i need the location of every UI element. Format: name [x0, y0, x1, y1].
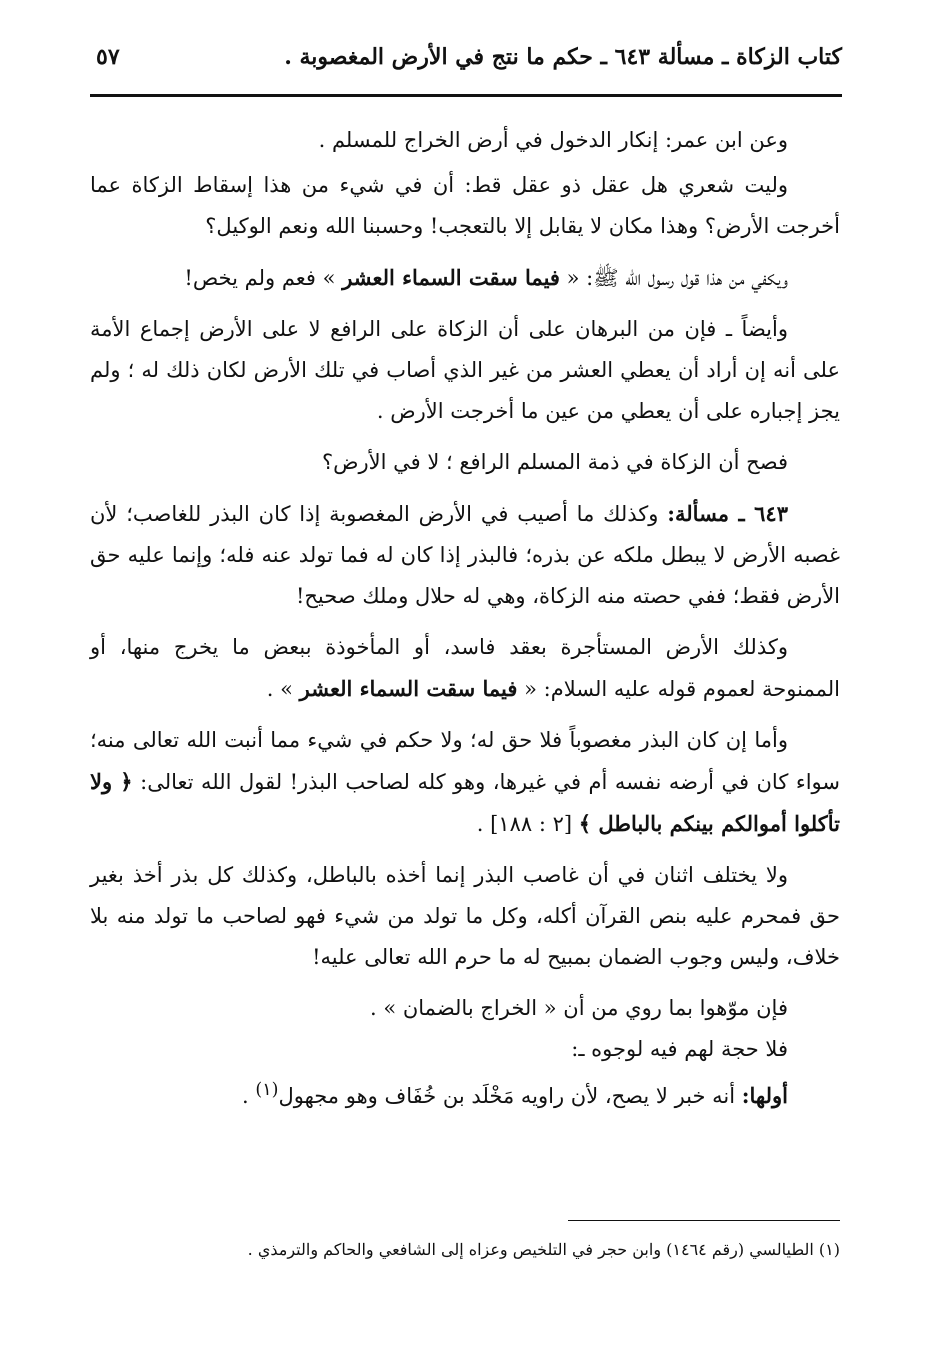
- reason-label: أولها:: [741, 1083, 788, 1108]
- paragraph-text: أنه خبر لا يصح، لأن راويه مَخْلَد بن خُفَاف وهو مجهول: [278, 1084, 736, 1108]
- hadith-quote: فيما سقت السماء العشر: [299, 676, 518, 701]
- issue-heading: ٦٤٣ ـ مسألة:: [667, 501, 788, 526]
- paragraph-rented-land: [90, 627, 840, 710]
- quran-quote: ﴿ ولا تأكلوا أموالكم بينكم بالباطل ﴾: [90, 769, 840, 836]
- paragraph-hadith-quote: [90, 257, 840, 299]
- paragraph-consensus: ولا يختلف اثنان في أن غاصب البذر إنما أخذه بالباطل، وكذلك كل بذر أخذ بغير حق فمحرم عليه بنص القرآن أكله، وكل ما تولد من شيء فهو لصاحب ما تولد منه بلا خلاف، وليس وجوب الضمان بمبيح له ما حرم الله تعالى عليه!: [90, 863, 840, 969]
- paragraph-ibn-umar: وعن ابن عمر: إنكار الدخول في أرض الخراج للمسلم .: [318, 128, 788, 152]
- paragraph-reply: فلا حجة لهم فيه لوجوه ـ:: [571, 1037, 788, 1061]
- paragraph-text: وكذلك ما أصيب في الأرض المغصوبة إذا كان البذر للغاصب؛ لأن غصبه الأرض لا يبطل ملكه عن بذره؛ فالبذر إذا كان له فما تولد عنه فله؛ وإنما عليه حق الأرض فقط؛ ففي حصته منه الزكاة، وهي له حلال وملك صحيح!: [90, 502, 840, 608]
- paragraph-text: .: [242, 1084, 249, 1108]
- paragraph-text: ويكفي من هذا قول رسول الله ﷺ: «: [566, 266, 788, 290]
- paragraph-layta-shiri: وليت شعري هل عقل ذو عقل قط: أن في شيء من هذا إسقاط الزكاة عما أخرجت الأرض؟ وهذا مكان لا يقابل إلا بالتعجب! وحسبنا الله ونعم الوكيل؟: [90, 173, 840, 238]
- footnote-rule: [568, 1220, 840, 1221]
- paragraph-stolen-seed: [90, 720, 840, 845]
- paragraph-text: وكذلك الأرض المستأجرة بعقد فاسد، أو المأخوذة ببعض ما يخرج منها، أو الممنوحة لعموم قوله عليه السلام: «: [90, 635, 840, 701]
- hadith-quote: فيما سقت السماء العشر: [342, 265, 560, 290]
- page-header: [90, 42, 842, 82]
- header-rule: [90, 94, 842, 97]
- footnote: (١) الطيالسي (رقم ١٤٦٤) وابن حجر في التلخيص وعزاه إلى الشافعي والحاكم والترمذي .: [247, 1240, 840, 1259]
- paragraph-first-reason: [90, 1070, 840, 1117]
- body-text: [90, 120, 840, 1117]
- page-number: ٥٧: [96, 44, 120, 70]
- paragraph-text: وأما إن كان البذر مغصوباً فلا حق له؛ ولا حكم في شيء مما أنبت الله تعالى منه؛ سواء كان في أرضه نفسه أم في غيرها، وهو كله لصاحب البذر! لقول الله تعالى:: [90, 728, 840, 794]
- footnote-marker: (١): [255, 1080, 279, 1100]
- paragraph-conclusion: فصح أن الزكاة في ذمة المسلم الرافع ؛ لا في الأرض؟: [321, 450, 788, 474]
- paragraph-issue-643: [90, 493, 840, 617]
- running-title: كتاب الزكاة ـ مسألة ٦٤٣ ـ حكم ما نتج في الأرض المغصوبة .: [284, 44, 842, 70]
- paragraph-text: » .: [266, 677, 293, 701]
- paragraph-text: » فعم ولم يخص!: [184, 266, 336, 290]
- paragraph-objection: فإن موّهوا بما روي من أن « الخراج بالضمان » .: [369, 996, 788, 1020]
- paragraph-ijma: وأيضاً ـ فإن من البرهان على أن الزكاة على الرافع لا على الأرض إجماع الأمة على أنه إن أراد أن يعطي العشر من غير الذي أصاب في تلك الأرض لكان ذلك له ؛ ولم يجز إجباره على أن يعطي من عين ما أخرجت الأرض .: [90, 317, 840, 423]
- verse-reference: [٢ : ١٨٨] .: [476, 812, 573, 836]
